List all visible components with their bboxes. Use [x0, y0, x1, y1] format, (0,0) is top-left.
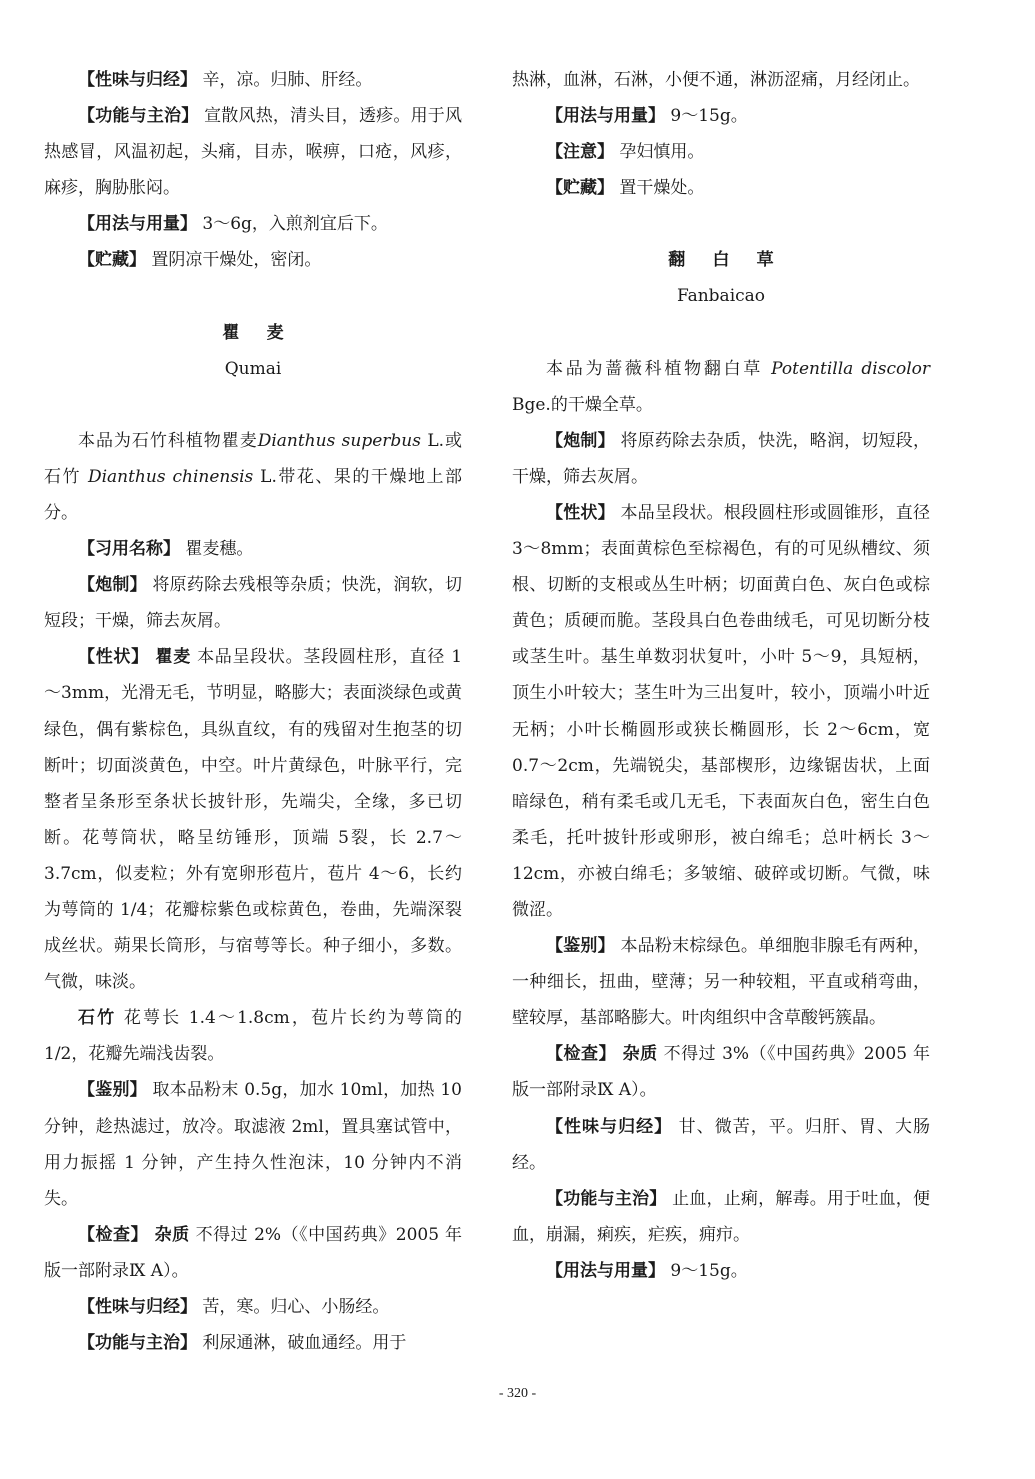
- entry-title-qumai: 瞿麦: [222, 322, 311, 343]
- section-label: 【功能与主治】: [78, 1333, 197, 1354]
- section-label: 【功能与主治】: [78, 106, 199, 127]
- paragraph-processing: 【炮制】 将原药除去杂质，快洗，略润，切短段，干燥，筛去灰屑。: [512, 430, 931, 487]
- subsection-label: 瞿麦: [148, 647, 191, 668]
- section-label: 【性味与归经】: [78, 70, 197, 90]
- section-label: 【炮制】: [546, 430, 615, 451]
- section-label: 【性味与归经】: [546, 1116, 673, 1137]
- section-label: 【鉴别】: [546, 936, 615, 957]
- paragraph-function: 【功能与主治】 宣散风热，清头目，透疹。用于风热感冒，风温初起，头痛，目赤，喉痹，口疮，风疹，麻疹，胸胁胀闷。: [44, 106, 463, 199]
- subsection-label: 石竹: [78, 1008, 117, 1029]
- page-number: - 320 -: [498, 1386, 537, 1401]
- paragraph-caution: 【注意】 孕妇慎用。: [546, 142, 705, 163]
- paragraph-taste-meridian: 【性味与归经】 苦，寒。归心、小肠经。: [78, 1297, 390, 1317]
- section-label: 【检查】: [78, 1224, 149, 1245]
- section-label: 【注意】: [546, 142, 614, 163]
- paragraph-storage: 【贮藏】 置阴凉干燥处，密闭。: [78, 250, 322, 271]
- left-column: [44, 62, 462, 1361]
- section-label: 【检查】: [546, 1044, 617, 1065]
- spacer: [44, 387, 462, 423]
- paragraph-shizhu: 石竹 花萼长 1.4～1.8cm，苞片长约为萼筒的 1/2，花瓣先端浅齿裂。: [44, 1008, 462, 1065]
- species-name: Dianthus chinensis: [87, 466, 254, 487]
- subsection-label: 杂质: [148, 1224, 190, 1245]
- section-label: 【用法与用量】: [546, 106, 665, 127]
- paragraph-intro: 本品为石竹科植物瞿麦Dianthus superbus L.或石竹 Dianthus chinensis L.带花、果的干燥地上部分。: [44, 430, 463, 523]
- spacer: [44, 279, 462, 315]
- entry-pinyin-qumai: Qumai: [224, 358, 282, 379]
- paragraph-taste-meridian: 【性味与归经】 甘、微苦，平。归肝、胃、大肠经。: [512, 1116, 931, 1173]
- section-label: 【性味与归经】: [78, 1297, 197, 1317]
- section-label: 【炮制】: [78, 575, 147, 596]
- right-column: [512, 62, 930, 1289]
- section-label: 【用法与用量】: [546, 1260, 665, 1281]
- paragraph-dosage: 【用法与用量】 9～15g。: [546, 106, 748, 127]
- paragraph-identification: 【鉴别】 取本品粉末 0.5g，加水 10ml，加热 10 分钟，趁热滤过，放冷。取滤液 2ml，置具塞试管中，用力振摇 1 分钟，产生持久性泡沫，10 分钟内不消失。: [44, 1080, 463, 1209]
- entry-pinyin-fanbaicao: Fanbaicao: [676, 286, 766, 307]
- paragraph-dosage: 【用法与用量】 3～6g，入煎剂宜后下。: [78, 214, 388, 235]
- species-name: Dianthus superbus: [257, 430, 421, 451]
- section-label: 【性状】: [78, 647, 149, 668]
- paragraph-inspection: 【检查】 杂质 不得过 3%（《中国药典》2005 年版一部附录Ⅸ A）。: [512, 1044, 931, 1101]
- paragraph-function: 【功能与主治】 利尿通淋，破血通经。用于: [78, 1333, 407, 1354]
- paragraph-function: 【功能与主治】 止血，止痢，解毒。用于吐血，便血，崩漏，痢疾，疟疾，痈疖。: [512, 1188, 931, 1245]
- paragraph-characteristics: 【性状】 本品呈段状。根段圆柱形或圆锥形，直径 3～8mm；表面黄棕色至棕褐色，有的可见纵槽纹、须根、切断的支根或丛生叶柄；切面黄白色、灰白色或棕黄色；质硬而脆。茎段具白色卷曲绒毛，可见切断分枝或茎生叶。基生单数羽状复叶，小叶 5～9，具短柄，顶生小叶较大；茎生叶为三出复叶，较小，顶端小叶近无柄；小叶长椭圆形或狭长椭圆形，长 2～6cm，宽 0.7～2cm，先端锐尖，基部楔形，边缘锯齿状，上面暗绿色，稍有柔毛或几无毛，下表面灰白色，密生白色柔毛，托叶披针形或卵形，被白绵毛；总叶柄长 3～12cm，亦被白绵毛；多皱缩、破碎或切断。气微，味微涩。: [512, 502, 931, 920]
- paragraph-taste-meridian: 【性味与归经】 辛，凉。归肺、肝经。: [78, 70, 373, 90]
- paragraph-alias: 【习用名称】 瞿麦穗。: [78, 539, 254, 560]
- paragraph-storage: 【贮藏】 置干燥处。: [546, 178, 705, 199]
- section-label: 【功能与主治】: [546, 1188, 667, 1209]
- paragraph-dosage: 【用法与用量】 9～15g。: [546, 1260, 748, 1281]
- paragraph-function-continued: 热淋，血淋，石淋，小便不通，淋沥涩痛，月经闭止。: [512, 70, 920, 90]
- section-label: 【鉴别】: [78, 1080, 147, 1101]
- section-label: 【用法与用量】: [78, 214, 197, 235]
- paragraph-processing: 【炮制】 将原药除去残根等杂质；快洗，润软，切短段；干燥，筛去灰屑。: [44, 575, 463, 632]
- section-label: 【习用名称】: [78, 539, 180, 560]
- spacer: [512, 315, 930, 351]
- section-label: 【性状】: [546, 502, 615, 523]
- paragraph-identification: 【鉴别】 本品粉末棕绿色。单细胞非腺毛有两种，一种细长，扭曲，壁薄；另一种较粗，平直或稍弯曲，壁较厚，基部略膨大。叶肉组织中含草酸钙簇晶。: [512, 936, 931, 1029]
- spacer: [512, 206, 930, 242]
- paragraph-characteristics: 【性状】 瞿麦 本品呈段状。茎段圆柱形，直径 1～3mm，光滑无毛，节明显，略膨大；表面淡绿色或黄绿色，偶有紫棕色，具纵直纹，有的残留对生抱茎的切断叶；切面淡黄色，中空。叶片黄绿色，叶脉平行，完整者呈条形至条状长披针形，先端尖，全缘，多已切断。花萼筒状，略呈纺锤形，顶端 5裂，长 2.7～3.7cm，似麦粒；外有宽卵形苞片，苞片 4～6，长约为萼筒的 1/4；花瓣棕紫色或棕黄色，卷曲，先端深裂成丝状。蒴果长筒形，与宿萼等长。种子细小，多数。气微，味淡。: [44, 647, 463, 993]
- section-label: 【贮藏】: [546, 178, 614, 199]
- entry-title-fanbaicao: 翻白草: [668, 250, 801, 271]
- paragraph-inspection: 【检查】 杂质 不得过 2%（《中国药典》2005 年版一部附录Ⅸ A）。: [44, 1224, 463, 1281]
- paragraph-intro: 本品为蔷薇科植物翻白草 Potentilla discolor Bge.的干燥全草。: [512, 358, 931, 415]
- species-name: Potentilla discolor: [771, 358, 931, 379]
- section-label: 【贮藏】: [78, 250, 146, 271]
- subsection-label: 杂质: [616, 1044, 658, 1065]
